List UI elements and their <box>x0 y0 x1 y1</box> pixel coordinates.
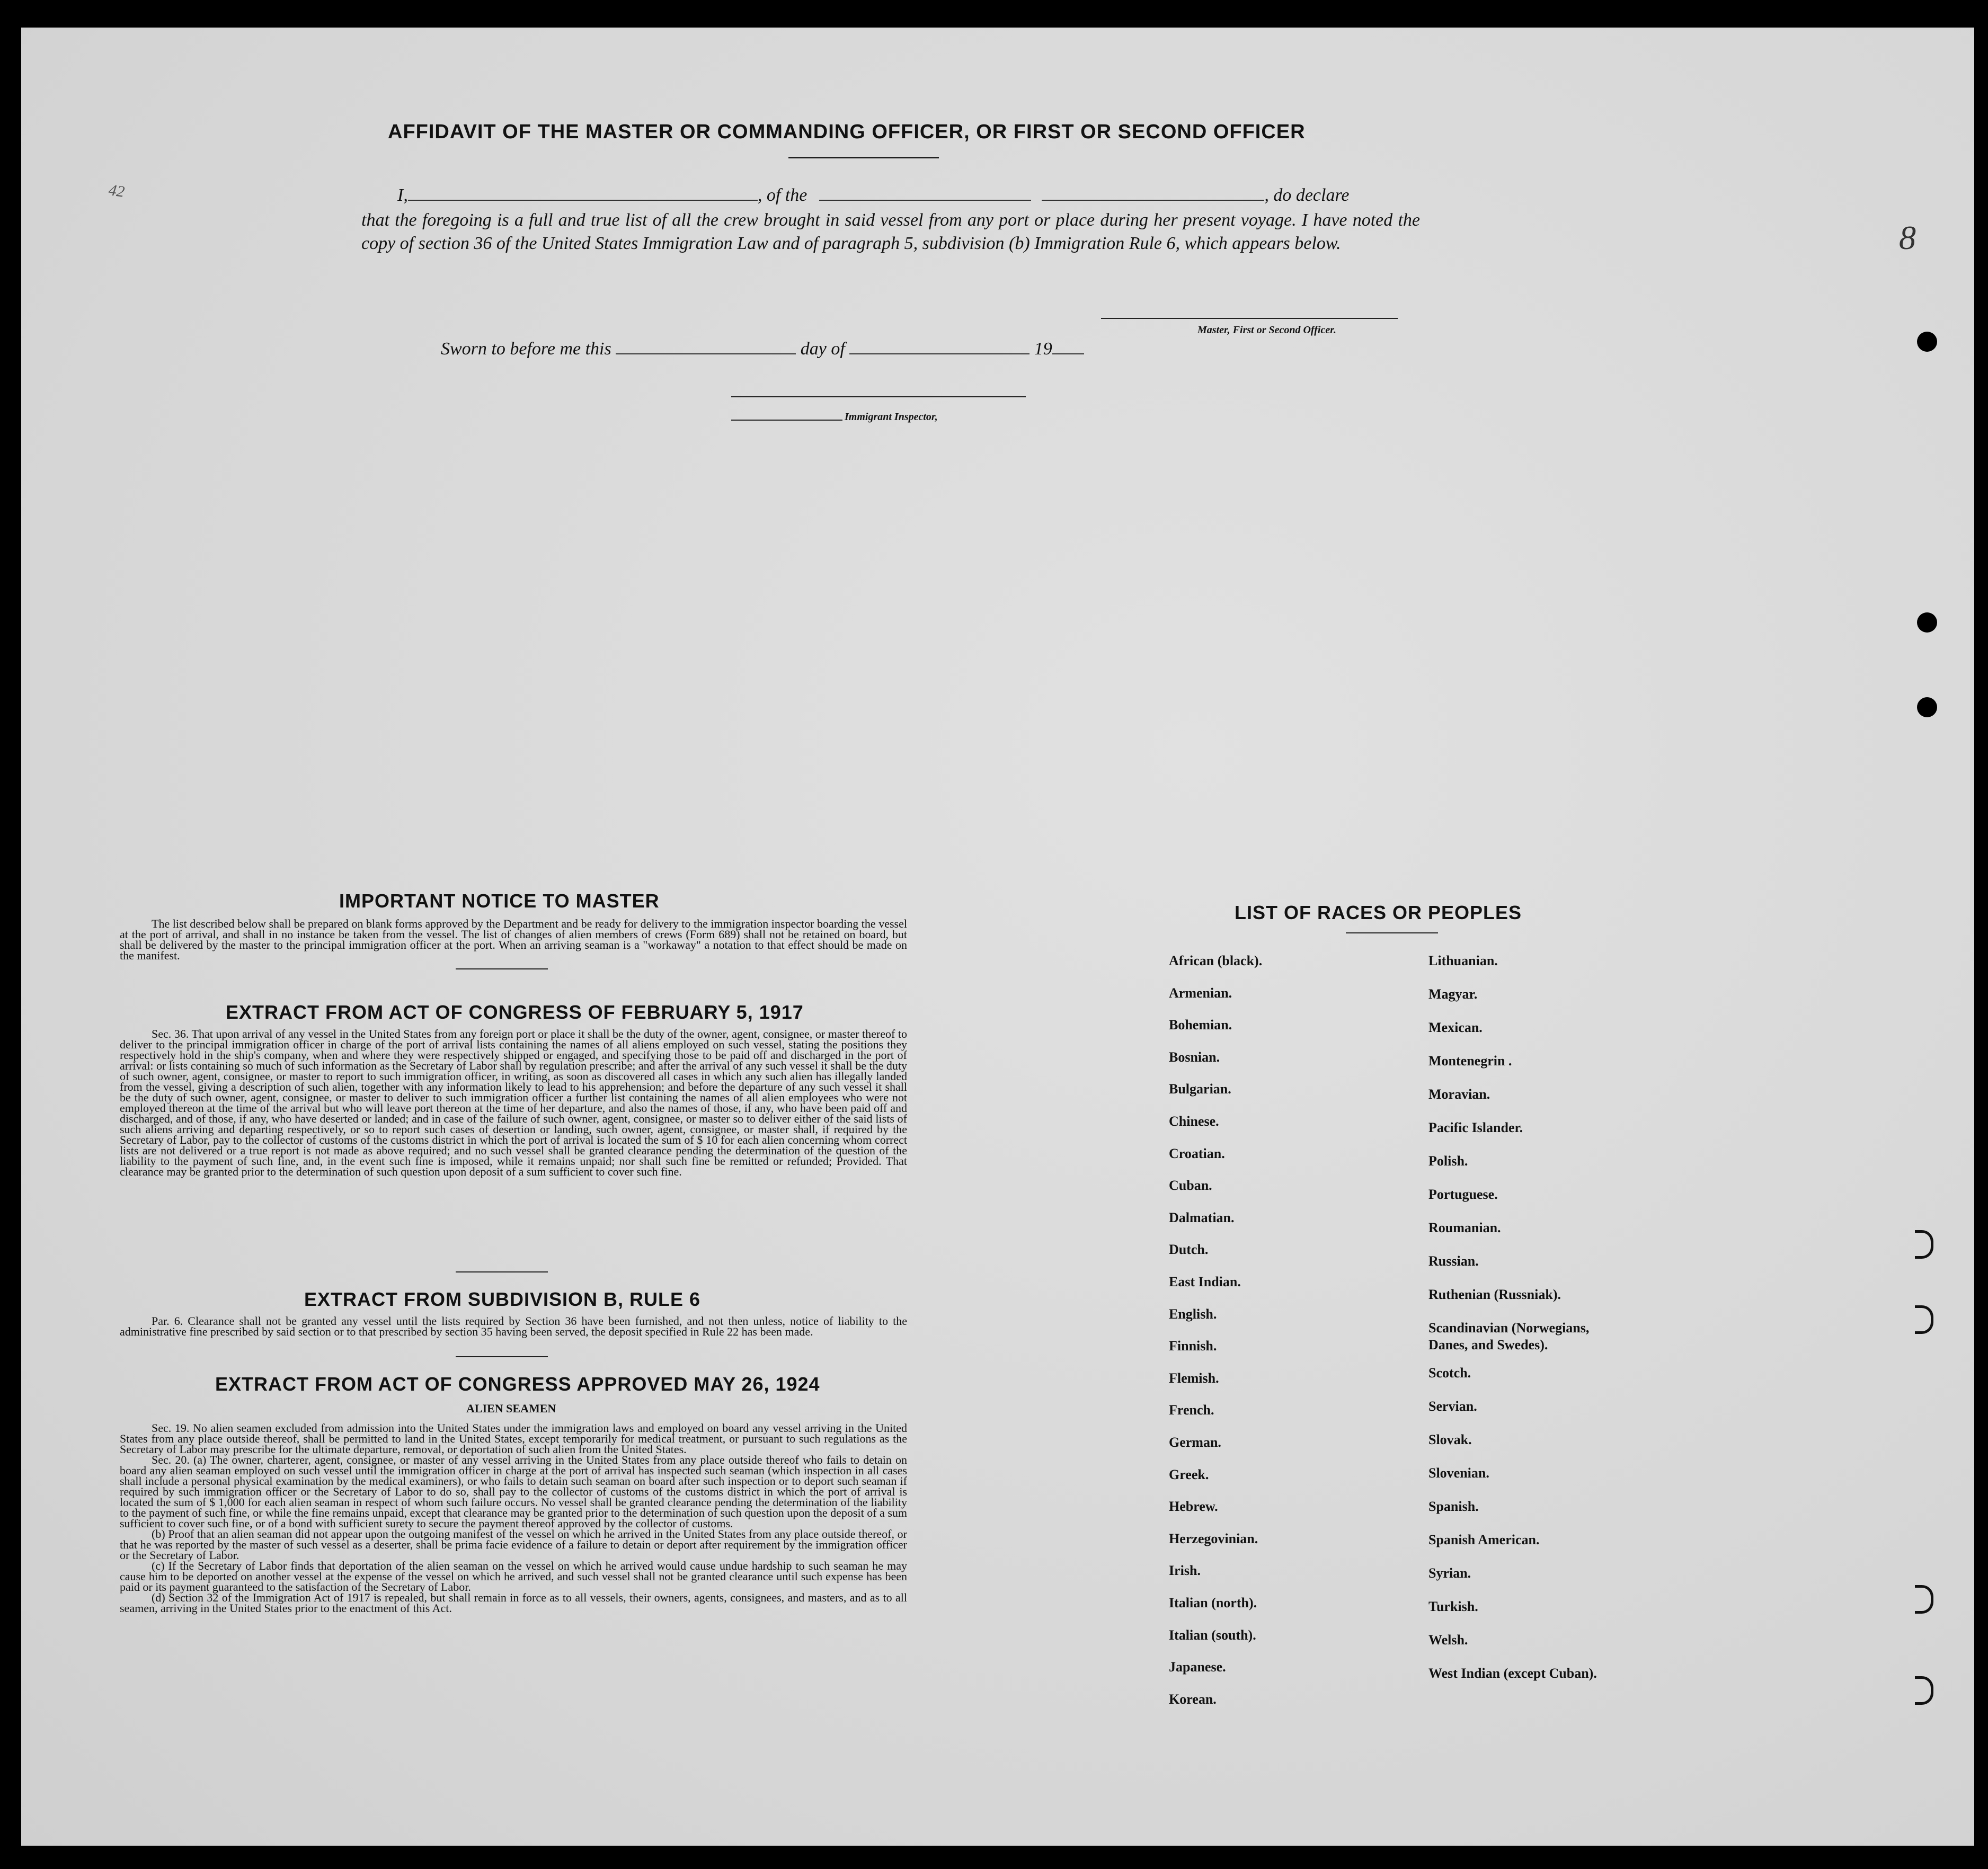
race-item: Montenegrin . <box>1428 1053 1512 1069</box>
sworn-day-blank[interactable] <box>616 353 796 354</box>
race-item: Russian. <box>1428 1253 1479 1269</box>
binder-hole <box>1915 1230 1933 1259</box>
race-item: East Indian. <box>1169 1274 1241 1289</box>
race-item: Magyar. <box>1428 986 1478 1002</box>
extract-1917-text: Sec. 36. That upon arrival of any vessel in the United States from any foreign port or place it shall be the duty of the owner, agent, consignee, or master thereof to deliver to the principal immigration officer in charge of the port of arrival lists containing the names of all aliens employed on such vessel, stating the positions they respectively hold in the ship's company, when and where they were respectively shipped or engaged, and specifying those to be paid off and discharged in the port of arrival: or lists containing so much of such information as the Secretary of Labor shall by regulation prescribe; and after the arrival of any such vessel it shall be the duty of such owner, agent, consignee, or master to report to such immigration officer, in writing, as soon as discovered all cases in which any such alien has illegally landed from the vessel, giving a description of such alien, together with any information likely to lead to his apprehension; and before the departure of any such vessel it shall be the duty of such owner, agent, consignee, or master to deliver to such immigration officer a further list containing the names of all alien employees who were not employed thereon at the time of the arrival but who will leave port thereon at the time of her departure, and also the names of those, if any, who have been paid off and discharged, and of those, if any, who have deserted or landed; and in case of the failure of such owner, agent, consignee, or master so to deliver either of the said lists of such aliens arriving and departing respectively, or so to report such cases of desertion or landing, such owner, agent, consignee, or master shall, if required by the Secretary of Labor, pay to the collector of customs of the customs district in which the port of arrival is located the sum of $ 10 for each alien concerning whom correct lists are not delivered or a true report is not made as above required; and no such vessel shall be granted clearance pending the determination of the question of the liability to the payment of such fine, and, in the event such fine is imposed, while it remains unpaid; nor shall such fine be remitted or refunded; Provided. That clearance may be granted prior to the determination of such question upon deposit of a sum sufficient to cover such fine. <box>120 1027 907 1178</box>
title-underline <box>788 157 939 158</box>
race-item: Herzegovinian. <box>1169 1530 1258 1546</box>
race-item: Syrian. <box>1428 1565 1471 1581</box>
binder-hole <box>1915 1676 1933 1705</box>
binder-hole <box>1915 1305 1933 1334</box>
affidavit-of-the: , of the <box>757 185 807 205</box>
affidavit-body: that the foregoing is a full and true list of all the crew brought in said vessel from any port or place during her present voyage. I have noted the copy of section 36 of the United States Immigration Law and of paragraph 5, subdivision (b) Immigration Rule 6, which appears below. <box>361 210 1420 253</box>
race-item: African (black). <box>1169 953 1263 968</box>
race-item: Turkish. <box>1428 1599 1478 1614</box>
affidavit-line1 <box>397 185 1350 206</box>
race-item: Pacific Islander. <box>1428 1120 1523 1135</box>
race-item: Armenian. <box>1169 985 1232 1001</box>
signature-label: Master, First or Second Officer. <box>1197 324 1336 336</box>
sworn-year: 19 <box>1034 339 1052 359</box>
race-item: German. <box>1169 1435 1221 1450</box>
race-item: Spanish. <box>1428 1499 1479 1514</box>
race-item: Lithuanian. <box>1428 953 1498 968</box>
extract-1924-para: (d) Section 32 of the Immigration Act of 1917 is repealed, but shall remain in force as to all vessels, their owners, agents, consignees, and masters, and as to all seamen, arriving in the United States prior to the enactment of this Act. <box>120 1591 907 1615</box>
affidavit-title: AFFIDAVIT OF THE MASTER OR COMMANDING OFFICER, OR FIRST OR SECOND OFFICER <box>388 121 1306 143</box>
race-item: Polish. <box>1428 1153 1468 1169</box>
race-item: Moravian. <box>1428 1087 1490 1102</box>
notice-divider <box>456 968 548 969</box>
race-item: Dalmatian. <box>1169 1209 1235 1225</box>
inspector-label: Immigrant Inspector, <box>845 411 938 423</box>
signature-line[interactable] <box>1101 318 1398 319</box>
affidavit-i: I, <box>397 185 408 205</box>
affidavit-declare: , do declare <box>1264 185 1350 205</box>
notice-title: IMPORTANT NOTICE TO MASTER <box>339 890 660 912</box>
sworn-year-blank[interactable] <box>1052 353 1084 354</box>
extract-1924-para: Sec. 20. (a) The owner, charterer, agent, consignee, or master of any vessel arriving in the United States from any place outside thereof who fails to detain on board any alien seaman employed on such vessel until the immigration officer in charge at the port of arrival has inspected such seaman (which inspection in all cases shall include a personal physical examination by the medical examiners), or who fails to detain such seaman on board after such inspection or to deport such seaman if required by such immigration officer or the Secretary of Labor to do so, shall pay to the collector of customs of the customs district in which the port of arrival is located the sum of $ 1,000 for each alien seaman in respect of whom such failure occurs. No vessel shall be granted clearance pending the determination of the liability to the payment of such fine, or while the fine remains unpaid, except that clearance may be granted prior to the determination of such question upon the deposit of a sum sufficient to cover such fine, or of a bond with sufficient surety to secure the payment thereof approved by the collector of customs. <box>120 1453 907 1530</box>
race-item: Italian (north). <box>1169 1595 1257 1610</box>
race-item: Japanese. <box>1169 1659 1226 1675</box>
page-number-mark: 42 <box>107 181 126 201</box>
race-item: Flemish. <box>1169 1370 1219 1386</box>
race-item: Chinese. <box>1169 1114 1219 1129</box>
vessel-blank-1[interactable] <box>819 200 1031 201</box>
races-title: LIST OF RACES OR PEOPLES <box>1235 902 1522 923</box>
extract-1924-title: EXTRACT FROM ACT OF CONGRESS APPROVED MAY 26, 1924 <box>215 1373 820 1395</box>
extract-1924-text <box>120 1423 907 1614</box>
sworn-line <box>441 339 1084 359</box>
binder-hole <box>1917 612 1937 633</box>
sworn-month-blank[interactable] <box>849 353 1030 354</box>
race-item: Italian (south). <box>1169 1627 1256 1643</box>
race-item: Finnish. <box>1169 1338 1217 1354</box>
extract-1924-para: (b) Proof that an alien seaman did not appear upon the outgoing manifest of the vessel on which he arrived in the United States from any place outside thereof, or that he was reported by the master of such vessel as a deserter, shall be prima facie evidence of a failure to detain or deport after requirement by the immigration officer or the Secretary of Labor. <box>120 1527 907 1562</box>
extract-rule6-text: Par. 6. Clearance shall not be granted any vessel until the lists required by Section 36 have been furnished, and not then unless, notice of liability to the administrative fine prescribed by said section or to that prescribed by section 35 having been served, the deposit specified in Rule 22 has been made. <box>120 1314 907 1338</box>
sworn-text: Sworn to before me this <box>441 339 611 359</box>
race-item: West Indian (except Cuban). <box>1428 1666 1597 1681</box>
extract-rule6-title: EXTRACT FROM SUBDIVISION B, RULE 6 <box>304 1288 701 1310</box>
race-item: Bulgarian. <box>1169 1081 1231 1097</box>
binder-hole <box>1917 332 1937 352</box>
race-item: Servian. <box>1428 1399 1477 1414</box>
race-item: Scandinavian (Norwegians, Danes, and Swedes). <box>1428 1320 1590 1352</box>
race-item: Portuguese. <box>1428 1187 1498 1202</box>
extract-rule6-divider <box>456 1356 548 1357</box>
race-item: Slovak. <box>1428 1432 1472 1447</box>
race-item: Ruthenian (Russniak). <box>1428 1287 1561 1302</box>
race-item: Dutch. <box>1169 1242 1209 1258</box>
race-item: Croatian. <box>1169 1145 1225 1161</box>
vessel-blank-2[interactable] <box>1042 200 1264 201</box>
corner-mark: 8 <box>1899 219 1916 256</box>
extract-1924-para: (c) If the Secretary of Labor finds that deportation of the alien seaman on the vessel on which he arrived would cause undue hardship to such seaman he may cause him to be deported on another vessel at the expense of the vessel on which he arrived, and such vessel shall not be granted clearance until such expense has been paid or its payment guaranteed to the satisfaction of the Secretary of Labor. <box>120 1559 907 1594</box>
extract-1917-divider <box>456 1271 548 1272</box>
race-item: Bohemian. <box>1169 1017 1232 1033</box>
race-item: Scotch. <box>1428 1365 1471 1381</box>
race-item: Mexican. <box>1428 1020 1483 1035</box>
extract-1924-subtitle: ALIEN SEAMEN <box>466 1402 556 1415</box>
race-item: Hebrew. <box>1169 1499 1218 1515</box>
race-item: Spanish American. <box>1428 1532 1540 1547</box>
race-item: Cuban. <box>1169 1178 1212 1194</box>
binder-hole <box>1915 1585 1933 1614</box>
race-item: Irish. <box>1169 1563 1201 1579</box>
extract-1924-para: Sec. 19. No alien seamen excluded from admission into the United States under the immigration laws and employed on board any vessel arriving in the United States from any place outside thereof, shall be permitted to land in the United States, except temporarily for medical treatment, or pursuant to such regulations as the Secretary of Labor may prescribe for the ultimate departure, removal, or deportation of such alien from the United States. <box>120 1421 907 1456</box>
race-item: Slovenian. <box>1428 1465 1489 1481</box>
race-item: Roumanian. <box>1428 1220 1501 1235</box>
inspector-line-short <box>731 420 842 421</box>
race-item: Bosnian. <box>1169 1049 1220 1065</box>
inspector-line[interactable] <box>731 396 1026 397</box>
extract-1917-title: EXTRACT FROM ACT OF CONGRESS OF FEBRUARY 5, 1917 <box>226 1001 804 1023</box>
sworn-day-of: day of <box>800 339 845 359</box>
document-page <box>21 28 1974 1846</box>
races-divider <box>1346 932 1438 933</box>
race-item: Korean. <box>1169 1691 1217 1707</box>
name-blank[interactable] <box>408 200 758 201</box>
race-item: English. <box>1169 1306 1217 1322</box>
race-item: Welsh. <box>1428 1632 1468 1648</box>
notice-text: The list described below shall be prepared on blank forms approved by the Department and be ready for delivery to the immigration inspector boarding the vessel at the port of arrival, and shall in no instance be taken from the vessel. The list of changes of alien members of crews (Form 689) shall not be retained on board, but shall be delivered by the master to the principal immigration officer at the port. When an arriving seaman is a "workaway" a notation to that effect should be made on the manifest. <box>120 917 907 962</box>
binder-hole <box>1917 697 1937 717</box>
race-item: French. <box>1169 1402 1214 1418</box>
race-item: Greek. <box>1169 1466 1209 1482</box>
